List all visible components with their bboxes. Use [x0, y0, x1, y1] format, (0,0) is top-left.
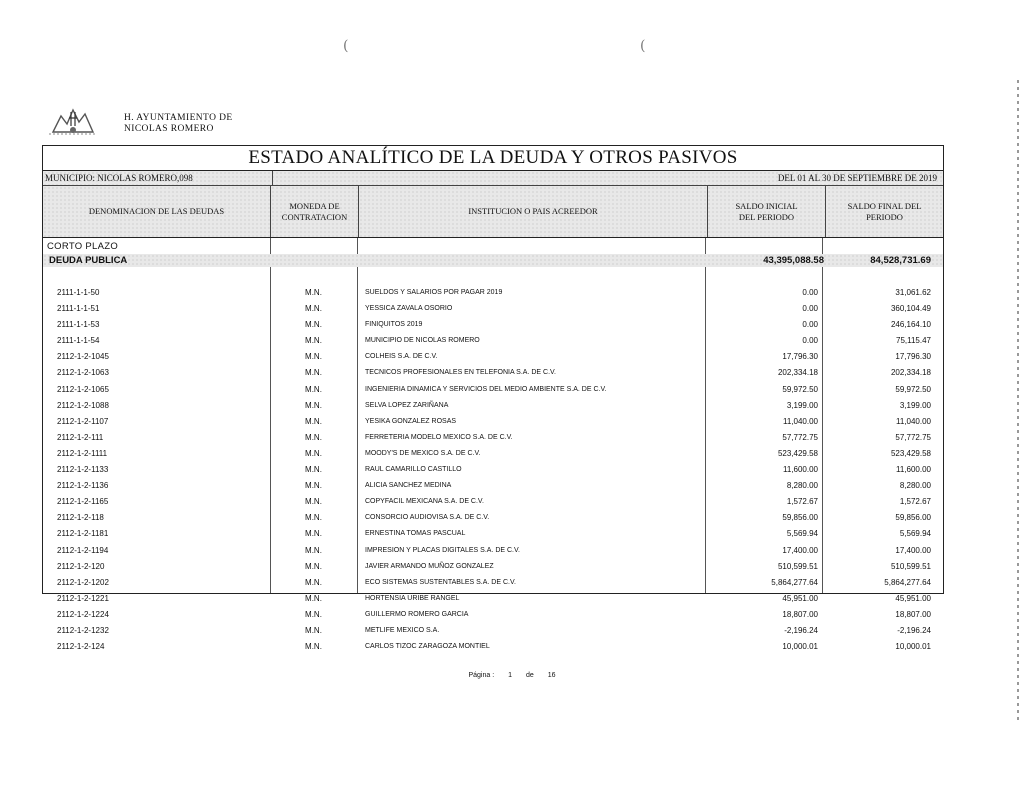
account-code: 2111-1-1-50: [57, 288, 100, 297]
table-row: [43, 430, 943, 446]
currency: M.N.: [305, 529, 322, 539]
municipal-logo-icon: [47, 104, 99, 136]
final-balance: 31,061.62: [895, 288, 931, 297]
final-balance: 246,164.10: [890, 320, 931, 330]
initial-balance: 17,400.00: [782, 545, 818, 555]
creditor-name: METLIFE MEXICO S.A.: [365, 626, 440, 634]
initial-balance: 11,600.00: [783, 465, 818, 475]
account-code: 2112-1-2-1194: [57, 545, 109, 555]
account-code: 2112-1-2-1202: [57, 577, 109, 587]
initial-balance: 0.00: [802, 304, 818, 314]
currency: M.N.: [305, 593, 322, 603]
account-code: 2112-1-2-1136: [57, 481, 109, 491]
final-balance: 59,972.50: [895, 384, 931, 394]
account-code: 2112-1-2-120: [57, 561, 105, 571]
initial-balance: 17,796.30: [782, 352, 818, 362]
table-row: [43, 398, 943, 414]
account-code: 2112-1-2-1063: [57, 368, 109, 378]
initial-balance: 57,772.75: [782, 432, 818, 442]
header-final-balance: [826, 186, 943, 237]
initial-balance: 10,000.01: [782, 642, 818, 652]
initial-balance: 0.00: [802, 320, 818, 330]
header-initial-line-1: SALDO INICIAL: [735, 200, 798, 211]
creditor-name: FINIQUITOS 2019: [365, 321, 423, 329]
final-balance: 3,199.00: [899, 400, 931, 410]
page-of-label: de: [525, 672, 534, 679]
account-code: 2111-1-1-51: [57, 304, 100, 314]
currency: M.N.: [305, 625, 322, 635]
table-row: [43, 462, 943, 478]
page-current: 1: [508, 672, 513, 679]
group-final-total: 84,528,731.69: [870, 255, 931, 266]
account-code: 2112-1-2-1045: [57, 352, 109, 362]
organization-line-2: NICOLAS ROMERO: [124, 124, 214, 134]
creditor-name: ECO SISTEMAS SUSTENTABLES S.A. DE C.V.: [365, 578, 516, 586]
table-row: [43, 446, 943, 462]
municipality-bar: [43, 171, 943, 186]
final-balance: 11,600.00: [896, 465, 931, 475]
initial-balance: 1,572.67: [786, 497, 818, 507]
final-balance: 5,864,277.64: [884, 577, 931, 587]
currency: M.N.: [305, 320, 322, 330]
account-code: 2112-1-2-111: [57, 432, 104, 442]
initial-balance: -2,196.24: [784, 625, 818, 635]
account-code: 2112-1-2-1181: [57, 529, 109, 539]
initial-balance: 0.00: [802, 336, 818, 346]
account-code: 2112-1-2-1088: [57, 400, 109, 410]
currency: M.N.: [305, 465, 322, 475]
initial-balance: 510,599.51: [777, 561, 818, 571]
account-code: 2112-1-2-1111: [57, 448, 108, 458]
page-total: 16: [547, 672, 556, 679]
account-code: 2112-1-2-1165: [57, 497, 109, 507]
final-balance: 17,400.00: [895, 545, 931, 555]
final-balance: 59,856.00: [895, 513, 931, 523]
currency: M.N.: [305, 336, 322, 346]
currency: M.N.: [305, 304, 322, 314]
initial-balance: 45,951.00: [782, 593, 818, 603]
currency: M.N.: [305, 400, 322, 410]
currency: M.N.: [305, 416, 322, 426]
initial-balance: 59,856.00: [782, 513, 818, 523]
initial-balance: 18,807.00: [782, 609, 818, 619]
final-balance: 360,104.49: [890, 304, 931, 314]
table-row: [43, 382, 943, 398]
account-code: 2112-1-2-1232: [57, 625, 109, 635]
final-balance: 11,040.00: [896, 416, 931, 426]
organization-line-1: H. AYUNTAMIENTO DE: [124, 113, 233, 123]
creditor-name: JAVIER ARMANDO MUÑOZ GONZALEZ: [365, 562, 494, 570]
currency: M.N.: [305, 448, 322, 458]
creditor-name: ALICIA SANCHEZ MEDINA: [365, 482, 452, 490]
final-balance: 202,334.18: [890, 368, 931, 378]
creditor-name: GUILLERMO ROMERO GARCIA: [365, 610, 469, 618]
page-footer: [0, 672, 1024, 679]
currency: M.N.: [305, 288, 322, 297]
municipality-label: MUNICIPIO: NICOLAS ROMERO,098: [43, 171, 273, 185]
group-label: DEUDA PUBLICA: [49, 255, 128, 266]
scan-mark-left: (: [343, 38, 349, 54]
final-balance: 1,572.67: [899, 497, 931, 507]
table-row: [43, 559, 943, 575]
creditor-name: MUNICIPIO DE NICOLAS ROMERO: [365, 337, 480, 345]
table-row: [43, 591, 943, 607]
final-balance: 8,280.00: [899, 481, 931, 491]
final-balance: 510,599.51: [890, 561, 931, 571]
final-balance: 5,569.94: [899, 529, 931, 539]
currency: M.N.: [305, 481, 322, 491]
table-row: [43, 526, 943, 542]
currency: M.N.: [305, 384, 322, 394]
initial-balance: 523,429.58: [777, 448, 818, 458]
scan-edge-mark: [1017, 80, 1019, 720]
final-balance: 17,796.30: [895, 352, 931, 362]
creditor-name: FERRETERIA MODELO MEXICO S.A. DE C.V.: [365, 433, 513, 441]
table-row: [43, 301, 943, 317]
final-balance: 57,772.75: [895, 432, 931, 442]
creditor-name: YESIKA GONZALEZ ROSAS: [365, 417, 457, 425]
creditor-name: MOODY'S DE MEXICO S.A. DE C.V.: [365, 449, 481, 457]
report-title: ESTADO ANALÍTICO DE LA DEUDA Y OTROS PASIVOS: [43, 146, 943, 171]
table-row: [43, 607, 943, 623]
table-row: [43, 349, 943, 365]
header-final-line-2: PERIODO: [866, 211, 903, 222]
header-currency-line-1: MONEDA DE: [289, 200, 340, 211]
creditor-name: INGENIERIA DINAMICA Y SERVICIOS DEL MEDIO AMBIENTE S.A. DE C.V.: [365, 385, 607, 393]
header-final-line-1: SALDO FINAL DEL: [847, 200, 922, 211]
currency: M.N.: [305, 642, 322, 652]
header-currency-line-2: CONTRATACION: [281, 211, 348, 222]
creditor-name: CONSORCIO AUDIOVISA S.A. DE C.V.: [365, 514, 490, 522]
group-initial-total: 43,395,088.58: [763, 255, 824, 266]
table-row: [43, 365, 943, 381]
final-balance: -2,196.24: [897, 625, 931, 635]
initial-balance: 5,569.94: [786, 529, 818, 539]
page-label: Página :: [468, 672, 495, 679]
currency: M.N.: [305, 609, 322, 619]
currency: M.N.: [305, 432, 322, 442]
table-row: [43, 510, 943, 526]
table-row: [43, 575, 943, 591]
final-balance: 523,429.58: [890, 448, 931, 458]
account-code: 2112-1-2-1133: [57, 465, 109, 475]
table-row: [43, 414, 943, 430]
group-total-row: [43, 254, 943, 267]
creditor-name: SUELDOS Y SALARIOS POR PAGAR 2019: [365, 289, 503, 296]
currency: M.N.: [305, 352, 322, 362]
header-currency: [271, 186, 359, 237]
debt-rows: [43, 285, 943, 655]
initial-balance: 202,334.18: [777, 368, 818, 378]
creditor-name: ERNESTINA TOMAS PASCUAL: [365, 530, 466, 538]
creditor-name: COLHEIS S.A. DE C.V.: [365, 353, 438, 361]
column-header-row: [43, 186, 943, 238]
organization-name: [124, 113, 233, 135]
creditor-name: RAUL CAMARILLO CASTILLO: [365, 466, 462, 474]
currency: M.N.: [305, 497, 322, 507]
currency: M.N.: [305, 513, 322, 523]
scan-mark-right: (: [640, 38, 646, 54]
creditor-name: TECNICOS PROFESIONALES EN TELEFONIA S.A. DE C.V.: [365, 369, 556, 377]
account-code: 2112-1-2-118: [57, 513, 104, 523]
creditor-name: COPYFACIL MEXICANA S.A. DE C.V.: [365, 498, 484, 506]
final-balance: 75,115.47: [896, 336, 931, 346]
table-row: [43, 494, 943, 510]
section-label: CORTO PLAZO: [47, 241, 119, 252]
period-label: DEL 01 AL 30 DE SEPTIEMBRE DE 2019: [777, 173, 937, 183]
final-balance: 10,000.01: [895, 642, 931, 652]
account-code: 2112-1-2-1221: [57, 593, 109, 603]
final-balance: 45,951.00: [895, 593, 931, 603]
creditor-name: SELVA LOPEZ ZARIÑANA: [365, 401, 449, 409]
currency: M.N.: [305, 545, 322, 555]
table-row: [43, 333, 943, 349]
header-institution: INSTITUCION O PAIS ACREEDOR: [359, 186, 708, 237]
table-row: [43, 478, 943, 494]
table-row: [43, 639, 943, 655]
table-row: [43, 317, 943, 333]
debt-report: [42, 145, 944, 652]
currency: M.N.: [305, 577, 322, 587]
report-body: [43, 238, 943, 652]
initial-balance: 5,864,277.64: [771, 577, 818, 587]
initial-balance: 8,280.00: [786, 481, 818, 491]
creditor-name: CARLOS TIZOC ZARAGOZA MONTIEL: [365, 643, 490, 651]
account-code: 2112-1-2-1224: [57, 609, 109, 619]
account-code: 2112-1-2-1065: [57, 384, 109, 394]
header-initial-line-2: DEL PERIODO: [738, 211, 795, 222]
creditor-name: HORTENSIA URIBE RANGEL: [365, 594, 460, 602]
initial-balance: 0.00: [802, 288, 818, 297]
initial-balance: 11,040.00: [783, 416, 818, 426]
currency: M.N.: [305, 368, 322, 378]
table-row: [43, 623, 943, 639]
initial-balance: 59,972.50: [782, 384, 818, 394]
header-denomination: DENOMINACION DE LAS DEUDAS: [43, 186, 271, 237]
account-code: 2111-1-1-54: [57, 336, 100, 346]
final-balance: 18,807.00: [895, 609, 931, 619]
table-row: [43, 543, 943, 559]
header-initial-balance: [708, 186, 826, 237]
account-code: 2112-1-2-124: [57, 642, 105, 652]
initial-balance: 3,199.00: [786, 400, 818, 410]
creditor-name: IMPRESION Y PLACAS DIGITALES S.A. DE C.V.: [365, 546, 520, 554]
account-code: 2112-1-2-1107: [57, 416, 109, 426]
table-row: [43, 285, 943, 301]
creditor-name: YESSICA ZAVALA OSORIO: [365, 305, 453, 313]
account-code: 2111-1-1-53: [57, 320, 100, 330]
currency: M.N.: [305, 561, 322, 571]
